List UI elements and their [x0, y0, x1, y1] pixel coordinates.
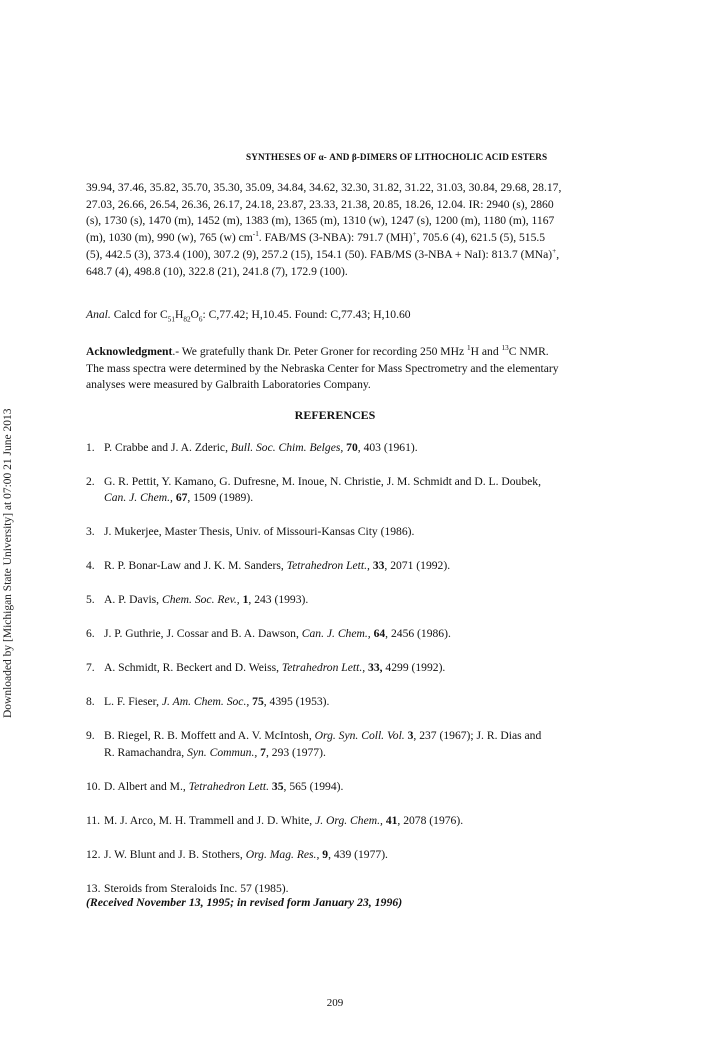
reference-item: 11. M. J. Arco, M. H. Trammell and J. D. White, J. Org. Chem., 41, 2078 (1976). — [86, 813, 464, 827]
reference-item: 9. B. Riegel, R. B. Moffett and A. V. McIntosh, Org. Syn. Coll. Vol. 3, 237 (1967); J. R. Dias and R. Ramachandra, Syn. Commun., 7, 293 (1977). — [86, 729, 542, 759]
acknowledgment: Acknowledgment.- We gratefully thank Dr. Peter Groner for recording 250 MHz $^1$H and $^{13}$C NMR. The mass spectra were determined by the Nebraska Center for Mass Spectrometry and the elementary analyses were measured by Galbraith Laboratories Company. — [86, 344, 559, 392]
reference-item: 6. J. P. Guthrie, J. Cossar and B. A. Dawson, Can. J. Chem., 64, 2456 (1986). — [86, 627, 451, 641]
spectral-data — [86, 180, 592, 280]
reference-item: 8. L. F. Fieser, J. Am. Chem. Soc., 75, 4395 (1953). — [86, 695, 330, 709]
acknowledgment-label: Acknowledgment — [86, 345, 173, 358]
reference-item: 7. A. Schmidt, R. Beckert and D. Weiss, Tetrahedron Lett., 33, 4299 (1992). — [86, 661, 446, 675]
download-watermark — [0, 0, 22, 1059]
reference-item: 5. A. P. Davis, Chem. Soc. Rev., 1, 243 (1993). — [86, 593, 309, 607]
reference-item: 12. J. W. Blunt and J. B. Stothers, Org. Mag. Res., 9, 439 (1977). — [86, 847, 388, 861]
received-dates: (Received November 13, 1995; in revised form January 23, 1996) — [86, 895, 403, 909]
reference-item: 13. Steroids from Steraloids Inc. 57 (1985). — [86, 881, 289, 895]
data-line: (5), 442.5 (3), 373.4 (100), 307.2 (9), 257.2 (15), 154.1 (50). FAB/MS (3-NBA + NaI): 813.7 (MNa)+, — [86, 246, 560, 261]
data-line: 648.7 (4), 498.8 (10), 322.8 (21), 241.8 (7), 172.9 (100). — [86, 264, 348, 278]
download-notice: Downloaded by [Michigan State University] at 07:00 21 June 2013 — [2, 408, 14, 718]
data-line: 27.03, 26.66, 26.54, 26.36, 26.17, 24.18, 23.87, 23.33, 21.38, 20.85, 18.26, 12.04. IR: 2940 (s), 2860 — [86, 197, 554, 211]
running-head: SYNTHESES OF α- AND β-DIMERS OF LITHOCHOLIC ACID ESTERS — [246, 152, 548, 162]
data-line: (s), 1730 (s), 1470 (m), 1452 (m), 1383 (m), 1365 (m), 1310 (w), 1247 (s), 1200 (m), 1180 (m), 1167 — [86, 214, 555, 228]
data-line: 39.94, 37.46, 35.82, 35.70, 35.30, 35.09, 34.84, 34.62, 32.30, 31.82, 31.22, 31.03, 30.84, 29.68, 28.17, — [86, 181, 562, 194]
reference-item: 2. G. R. Pettit, Y. Kamano, G. Dufresne, M. Inoue, N. Christie, J. M. Schmidt and D. L. Doubek, Can. J. Chem., 67, 1509 (1989). — [86, 475, 541, 505]
reference-item: 1. P. Crabbe and J. A. Zderic, Bull. Soc. Chim. Belges, 70, 403 (1961). — [86, 441, 418, 454]
reference-item: 4. R. P. Bonar-Law and J. K. M. Sanders, Tetrahedron Lett., 33, 2071 (1992). — [86, 559, 451, 573]
elemental-analysis: Anal. Calcd for $C_{51}H_{82}O_6$: C,77.42; H,10.45. Found: C,77.43; H,10.60 — [86, 308, 411, 324]
reference-list — [86, 440, 592, 915]
page-number: 209 — [326, 997, 344, 1009]
reference-item: 3. J. Mukerjee, Master Thesis, Univ. of Missouri-Kansas City (1986). — [86, 525, 415, 539]
references-heading: REFERENCES — [294, 408, 376, 422]
reference-item: 10. D. Albert and M., Tetrahedron Lett. 35, 565 (1994). — [86, 779, 344, 793]
data-line: (m), 1030 (m), 990 (w), 765 (w) $cm^{-1}$. FAB/MS (3-NBA): 791.7 (MH)+, 705.6 (4), 621.5 (5), 515.5 — [86, 230, 546, 245]
